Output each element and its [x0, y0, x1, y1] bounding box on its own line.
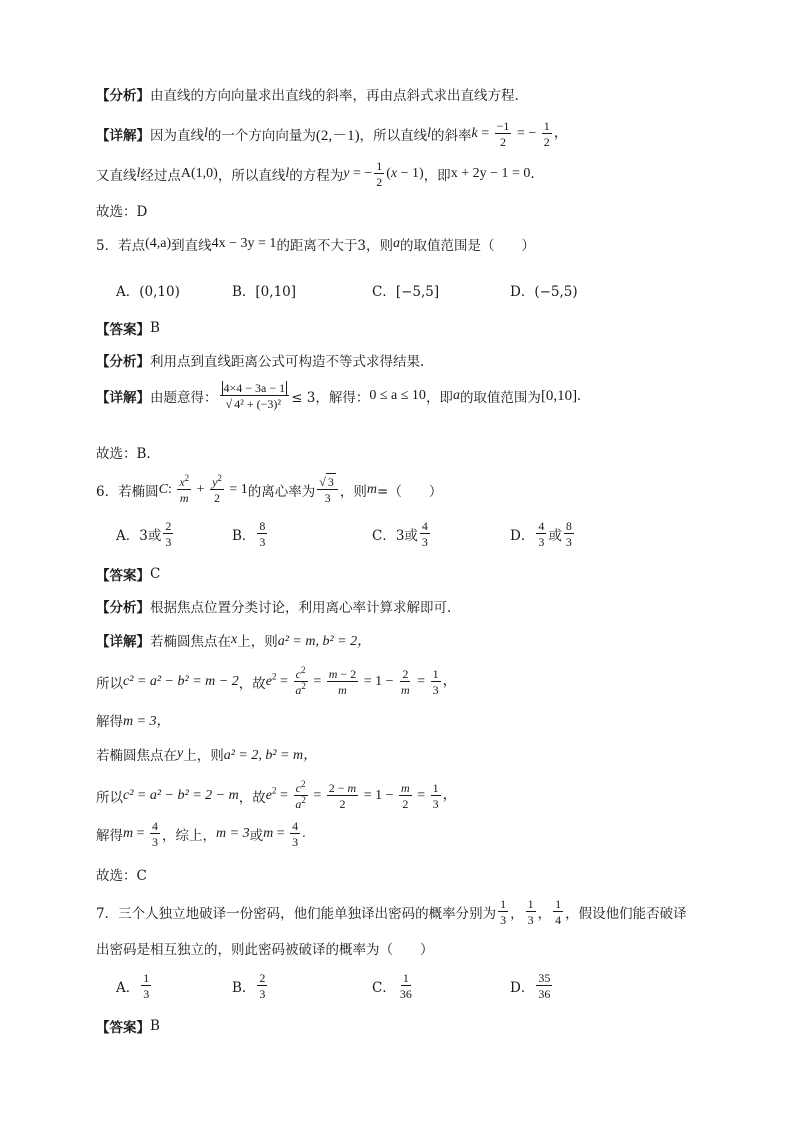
math-point: (4,a) [145, 236, 172, 251]
stem-text: 的离心率为 [247, 484, 316, 500]
math-var: l [136, 166, 141, 181]
distance-denominator: 4² + (−3)² [234, 397, 281, 411]
q6-stem [96, 473, 443, 505]
q7-answer [96, 1016, 160, 1036]
choose-text: 故选：B. [96, 446, 151, 462]
detail-line [96, 120, 568, 148]
distance-numerator: 4×4 − 3a − 1 [223, 381, 286, 395]
q7-stem: 7．三个人独立地破译一份密码，他们能单独译出密码的概率分别为 1 3 ， 1 3 ， 1 4 ，假设他们能否破译 [96, 897, 687, 927]
q5-detail [96, 382, 581, 410]
q6-detail-2 [96, 665, 457, 697]
q5-answer [96, 318, 160, 338]
probability-value: 1 3 [527, 897, 534, 927]
q6-analysis [96, 596, 451, 616]
detail-text: 所以 [96, 676, 123, 692]
detail-text: 若椭圆焦点在 [150, 634, 231, 650]
detail-tag: 【详解】 [96, 390, 150, 406]
math-var: l [204, 126, 208, 141]
math-var: x [231, 632, 238, 647]
q6-option-c: C．3或 4 3 [372, 519, 428, 549]
math-expression: c² = a² − b² = 2 − m [123, 788, 239, 803]
detail-text: 又直线 [96, 168, 137, 184]
q5-option-d: D．(−5,5) [510, 284, 578, 300]
math-var: a [452, 388, 460, 403]
direction-vector: (2,－1) [315, 127, 360, 144]
q5-choose [96, 442, 151, 462]
answer-tag: 【答案】 [96, 568, 150, 584]
slope-formula: k = $\frac{-1}{2}$ = − $\frac{1}{2}$ ， [471, 119, 568, 149]
stem-text: 出密码是相互独立的，则此密码被破译的概率为（ ） [96, 942, 434, 958]
analysis-text: 根据焦点位置分类讨论，利用离心率计算求解即可. [150, 600, 452, 616]
detail-text: ，综上， [162, 828, 217, 844]
eccentricity-derivation: $e^2$ = $\frac{c^2}{a^2}$ = $\frac{m - 2}{m}$ = 1 − $\frac{2}{m}$ = $\frac{1}{3}$ ， [265, 665, 457, 697]
probability-value: 1 3 [500, 897, 507, 927]
detail-text: ，故 [238, 676, 266, 692]
stem-text: 6．若椭圆 [96, 484, 159, 500]
choose-text: 故选：D [96, 204, 148, 220]
answer-tag: 【答案】 [96, 322, 150, 338]
detail-text: 由题意得： [150, 390, 218, 406]
solution-m: m = $\frac{4}{3}$ [123, 819, 159, 849]
q6-option-a: A．3或 2 3 [116, 519, 172, 549]
range: [0,10]. [540, 387, 581, 404]
answer-value: B [150, 320, 160, 336]
analysis-text: 利用点到直线距离公式可构造不等式求得结果. [150, 354, 425, 370]
math-expression: a² = 2, b² = m， [223, 748, 318, 763]
q6-option-b: B． 8 3 [232, 519, 266, 549]
detail-text: 因为直线 [150, 128, 204, 144]
option-or: 或 [548, 528, 562, 544]
math-expression: m = 3， [123, 714, 171, 729]
q7-option-d: D． 35 36 [510, 971, 551, 1001]
detail-text: ，即 [423, 168, 451, 184]
math-expression: a² = m, b² = 2， [277, 634, 372, 649]
detail-text: 若椭圆焦点在 [96, 748, 177, 764]
q5-stem [96, 234, 535, 254]
point-a: A(1,0) [180, 166, 218, 181]
stem-text: 的距离不大于3，则 [276, 238, 394, 254]
final-equation: x + 2y − 1 = 0 [450, 166, 531, 181]
option-label: D． [510, 528, 535, 544]
detail-text: 或 [249, 828, 264, 844]
math-var: m [366, 482, 378, 497]
q5-option-c: C．[−5,5] [372, 284, 440, 300]
math-var: y [177, 746, 184, 761]
detail-text: 所以 [96, 790, 123, 806]
stem-text: ，则 [339, 484, 367, 500]
stem-text: 到直线 [171, 238, 212, 254]
analysis-tag: 【分析】 [96, 354, 150, 370]
analysis-tag: 【分析】 [96, 88, 150, 104]
math-var: a [393, 236, 401, 251]
line-equation: y = − $\frac{1}{2}$ (x − 1) [343, 159, 424, 189]
stem-text: =（ ） [377, 484, 443, 500]
detail-text: ，所以直线 [217, 168, 286, 184]
q5-analysis [96, 350, 424, 370]
detail-text: 的一个方向向量为 [207, 128, 316, 144]
q6-detail-1 [96, 630, 371, 650]
math-expression: m = 3 [216, 826, 250, 841]
q5-option-a: A．(0,10) [116, 284, 180, 300]
detail-text: 的斜率 [431, 128, 472, 144]
solution-m: m = $\frac{4}{3}$ . [263, 819, 306, 849]
option-label: A．3或 [116, 528, 162, 544]
math-var: l [285, 166, 290, 181]
stem-text: ，假设他们能否破译 [565, 906, 687, 922]
eccentricity-derivation: $e^2$ = $\frac{c^2}{a^2}$ = $\frac{2 - m}{2}$ = 1 − $\frac{m}{2}$ = $\frac{1}{3}$ ， [265, 779, 457, 811]
q6-detail-3 [96, 710, 171, 730]
option-label: C． [372, 980, 396, 996]
detail-tag: 【详解】 [96, 128, 150, 144]
option-label: D． [510, 980, 535, 996]
answer-value: B [150, 1018, 160, 1034]
detail-text: ，所以直线 [359, 128, 428, 144]
detail-text: ，故 [238, 790, 266, 806]
detail-text: 解得 [96, 828, 123, 844]
ellipse-equation: C: $\frac{x^2}{m}$ + $\frac{y^2}{2}$ = 1 [158, 473, 248, 505]
answer-tag: 【答案】 [96, 1020, 150, 1036]
option-label: C．3或 [372, 528, 418, 544]
detail-text: ≤ 3，解得： [291, 390, 370, 406]
math-line: 4x − 3y = 1 [211, 236, 277, 251]
stem-text: 7．三个人独立地破译一份密码，他们能单独译出密码的概率分别为 [96, 906, 497, 922]
detail-text: 经过点 [140, 168, 181, 184]
option-label: A． [116, 980, 140, 996]
q6-choose [96, 864, 147, 884]
analysis-tag: 【分析】 [96, 600, 150, 616]
distance-fraction: $\frac{4\times 4 - 3a - 1}{\text{√ 4² + (−3)²}}$ [220, 382, 290, 410]
q6-option-d: D． 4 3 或 8 3 [510, 519, 572, 549]
q6-answer [96, 564, 160, 584]
probability-value: 1 4 [555, 897, 562, 927]
q6-detail-6 [96, 820, 306, 848]
choose-text: 故选：C [96, 868, 147, 884]
detail-line-2: 又直线 l 经过点 A(1,0) ，所以直线 l 的方程为 y = − $\frac{1}{2}$ (x − 1) ，即 x + 2y − 1 = 0 . [96, 159, 535, 189]
stem-text: 5．若点 [96, 238, 146, 254]
option-label: B． [232, 528, 256, 544]
q6-detail-4 [96, 744, 317, 764]
detail-text: 的取值范围为 [459, 390, 541, 406]
inequality: 0 ≤ a ≤ 10 [369, 388, 426, 403]
q7-option-c: C． 1 36 [372, 971, 412, 1001]
detail-text: ，即 [425, 390, 453, 406]
detail-tag: 【详解】 [96, 634, 150, 650]
detail-text: 解得 [96, 714, 123, 730]
q5-option-b: B．[0,10] [232, 284, 297, 300]
q7-option-a: A． 1 3 [116, 971, 150, 1001]
eccentricity-value: √ 3 3 [317, 476, 338, 504]
option-label: B． [232, 980, 256, 996]
detail-text: 的方程为 [289, 168, 344, 184]
analysis-line [96, 84, 519, 104]
q6-detail-5 [96, 779, 457, 811]
detail-text: 上，则 [237, 634, 278, 650]
math-expression: c² = a² − b² = m − 2 [123, 674, 239, 689]
choose-line [96, 200, 147, 220]
q7-stem-line-2 [96, 938, 434, 958]
answer-value: C [150, 566, 161, 582]
math-var: l [427, 126, 432, 141]
analysis-text: 由直线的方向向量求出直线的斜率，再由点斜式求出直线方程. [150, 88, 519, 104]
stem-text: 的取值范围是（ ） [400, 238, 536, 254]
detail-text: 上，则 [183, 748, 224, 764]
q7-option-b: B． 2 3 [232, 971, 266, 1001]
